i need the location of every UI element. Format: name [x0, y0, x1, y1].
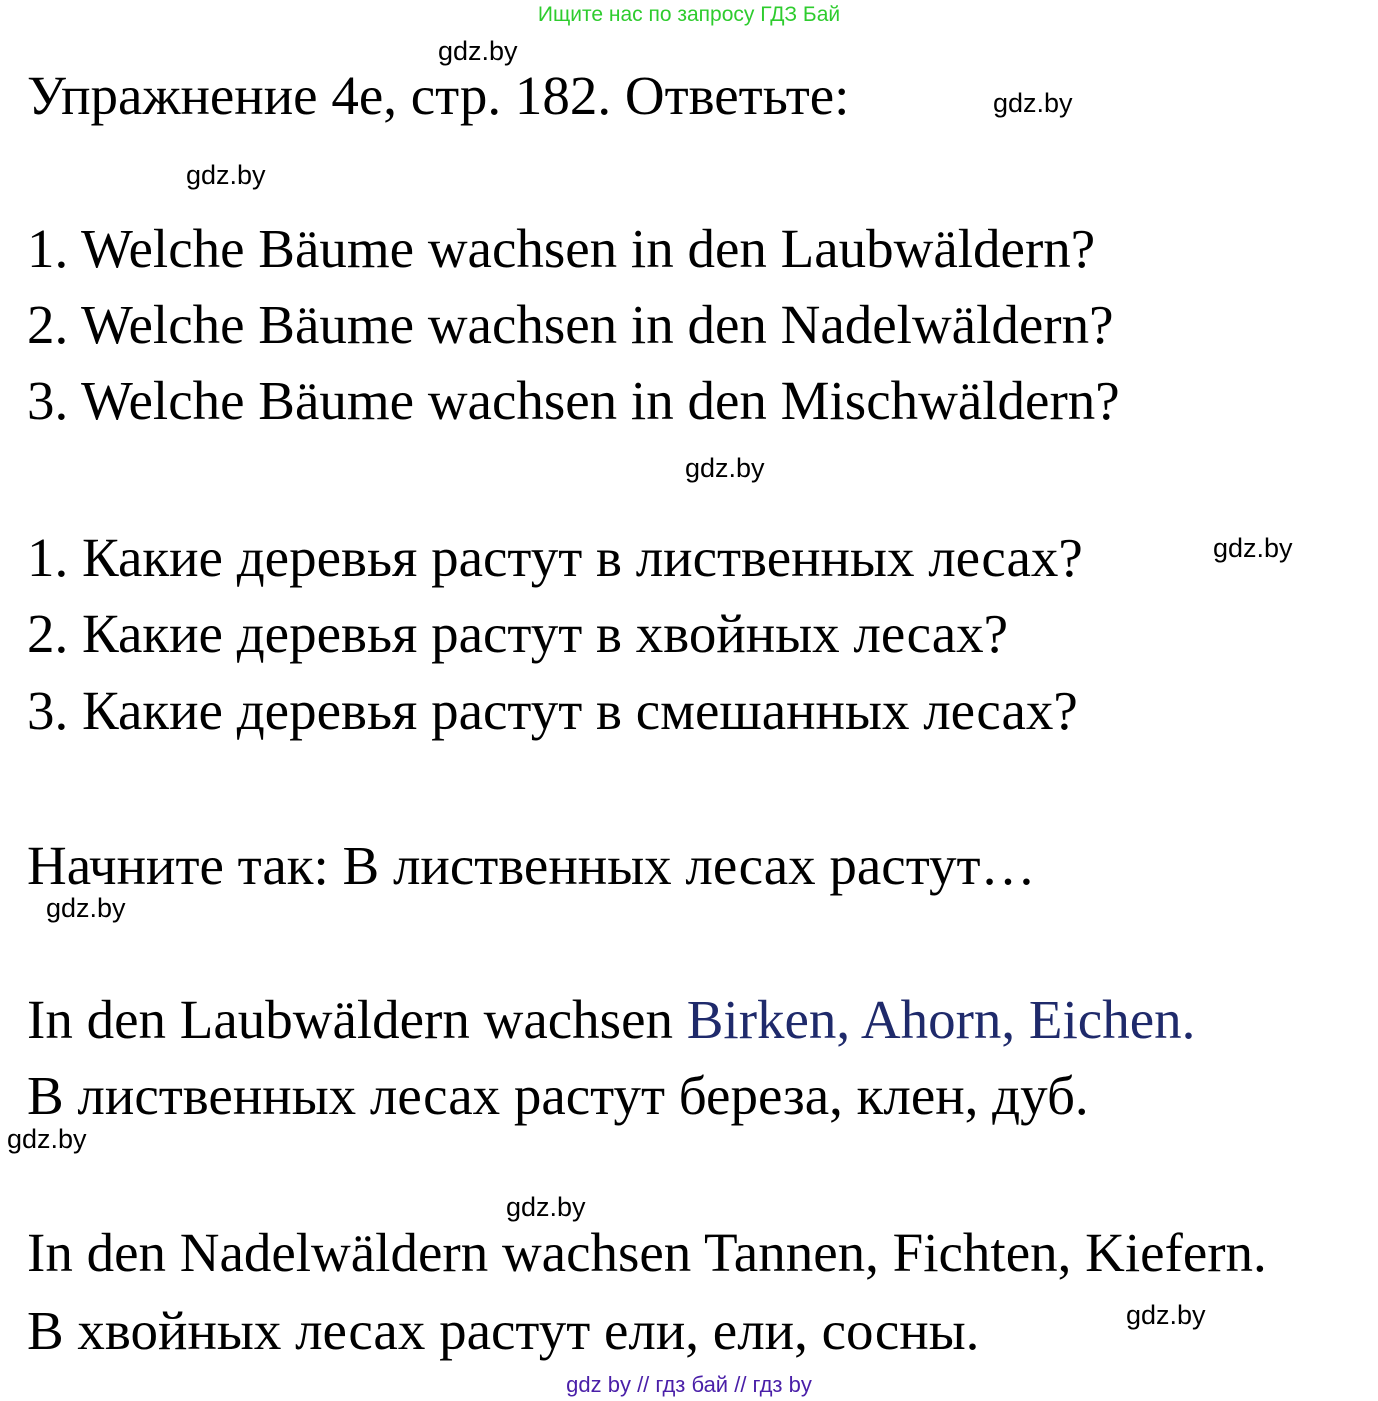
- exercise-title: Упражнение 4е, стр. 182. Ответьте:: [27, 65, 850, 126]
- search-hint: Ищите нас по запросу ГДЗ Бай: [537, 3, 841, 26]
- answer-1-de: [27, 989, 1196, 1050]
- answer-2-de: In den Nadelwäldern wachsen Tannen, Fichten, Kiefern.: [27, 1222, 1267, 1283]
- watermark: gdz.by: [46, 893, 126, 923]
- question-ru-1: 1. Какие деревья растут в лиственных лесах?: [27, 527, 1083, 588]
- answer-1-de-prefix: In den Laubwäldern wachsen: [27, 989, 687, 1050]
- watermark: gdz.by: [1213, 533, 1293, 563]
- watermark: gdz.by: [993, 88, 1073, 118]
- watermark: gdz.by: [685, 453, 765, 483]
- footer-links[interactable]: gdz by // гдз бай // гдз by: [566, 1372, 812, 1397]
- watermark: gdz.by: [7, 1124, 87, 1154]
- answer-1-ru: В лиственных лесах растут береза, клен, дуб.: [27, 1065, 1089, 1126]
- question-de-1: 1. Welche Bäume wachsen in den Laubwäldern?: [27, 218, 1096, 279]
- question-ru-3: 3. Какие деревья растут в смешанных лесах?: [27, 680, 1078, 741]
- answer-1-de-trees: Birken, Ahorn, Eichen.: [686, 989, 1196, 1050]
- question-de-2: 2. Welche Bäume wachsen in den Nadelwäldern?: [27, 294, 1114, 355]
- watermark: gdz.by: [186, 160, 266, 190]
- watermark: gdz.by: [506, 1192, 586, 1222]
- watermark: gdz.by: [438, 36, 518, 66]
- question-ru-2: 2. Какие деревья растут в хвойных лесах?: [27, 603, 1009, 664]
- question-de-3: 3. Welche Bäume wachsen in den Mischwäldern?: [27, 370, 1120, 431]
- answer-2-ru: В хвойных лесах растут ели, ели, сосны.: [27, 1300, 980, 1361]
- watermark: gdz.by: [1126, 1300, 1206, 1330]
- instruction: Начните так: В лиственных лесах растут…: [27, 835, 1036, 896]
